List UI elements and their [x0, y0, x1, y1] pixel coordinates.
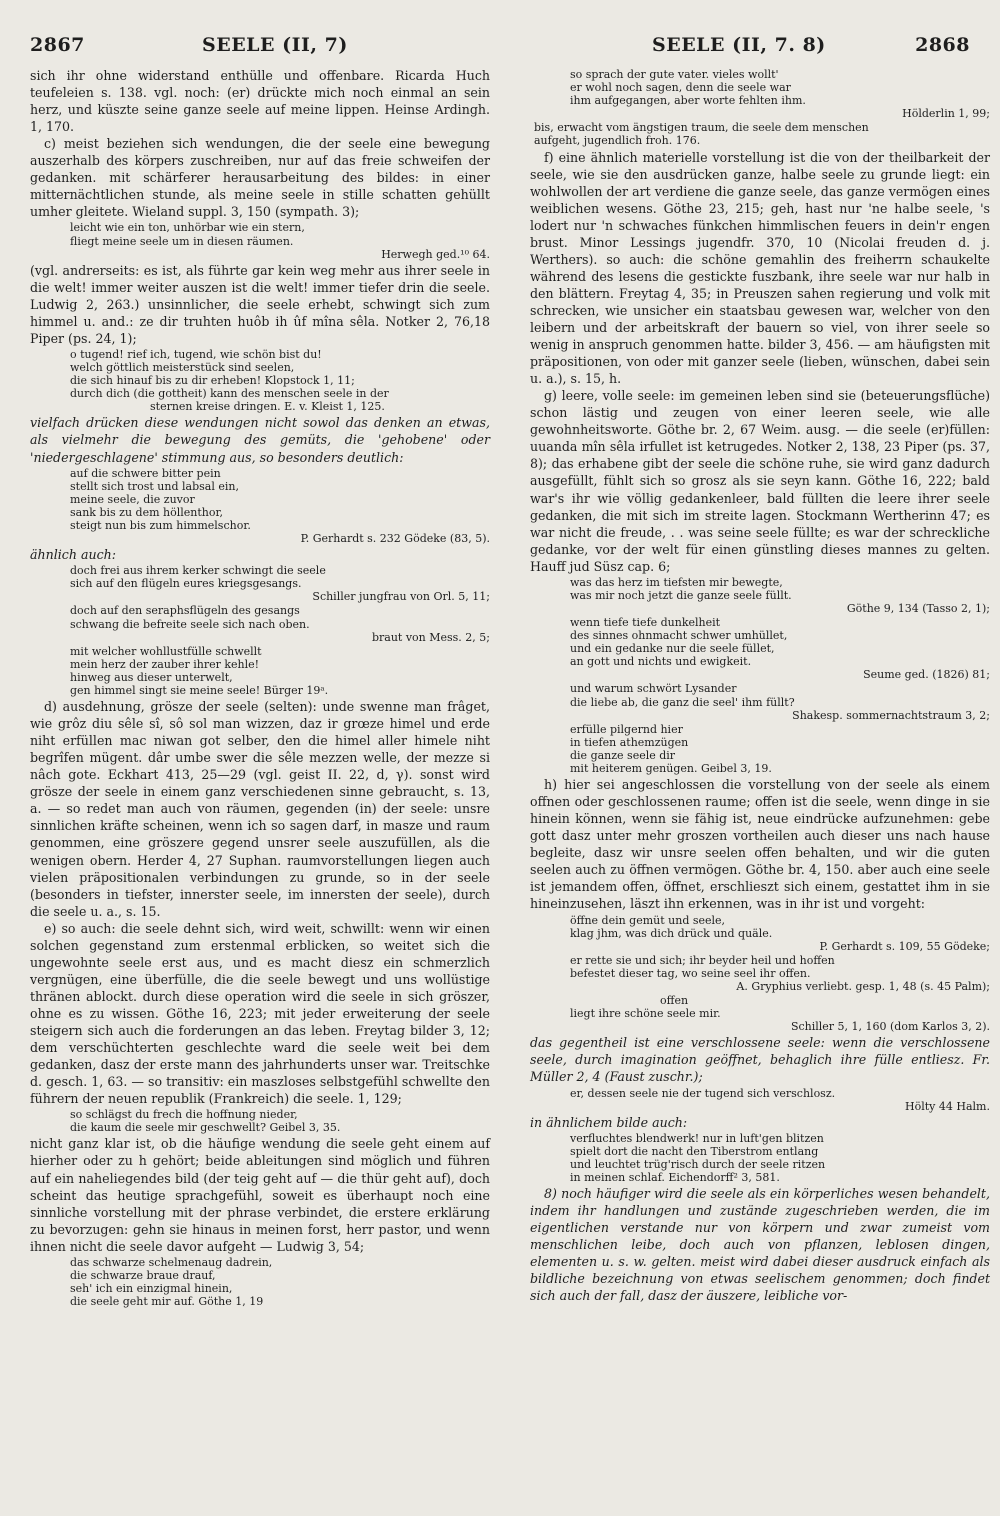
citation: Göthe 9, 134 (Tasso 2, 1);: [846, 601, 990, 615]
citation: Schiller 5, 1, 160 (dom Karlos 3, 2).: [790, 1020, 990, 1034]
paragraph: h) hier sei angeschlossen die vorstellung von der seele als einem offnen oder geschlossenen raume; offen ist die seele, wenn dinge in sie hinein können, wenn sie fähig ist, neue eindrücke aufzunehmen: gebe gott dasz unter mehr groszen vortheilen auch dieser uns nach hause begleite, dasz wir unsre seelen offen behalten, und wir die guten seelen auch zu öffnen vermögen. Göthe br. 4, 150. aber auch eine seele ist jemandem offen, öffnet, erschlieszt sich einem, gestattet ihm in sie hineinzusehen, läszt ihn erkennen, was in ihr ist und vorgeht:: [530, 777, 990, 912]
paragraph: vielfach drücken diese wendungen nicht sowol das denken an etwas, als vielmehr die bewegung des gemüts, die 'gehobene' oder 'niedergeschlagene' stimmung aus, so besonders deutlich:: [30, 415, 490, 465]
page-number-left: 2867: [30, 34, 85, 56]
paragraph: e) so auch: die seele dehnt sich, wird weit, schwillt: wenn wir einen solchen gegenstand zum erstenmal erblicken, so weitet sich die ungewohnte seele erst aus, und es macht diesz ein schmerzlich vergnügen, eine überfülle, die die seele bewegt und uns wollüstige thränen ablockt. durch diese operation wird die seele in sich gröszer, ohne es zu wissen. Göthe 16, 223; mit jeder erweiterung der seele steigern sich auch die forderungen an das leben. Freytag bilder 3, 12; dem verschüchterten geschlechte ward die seele weit bei dem gedanken, dasz der erste mann des jahrhunderts unser war. Treitschke d. gesch. 1, 63. — so transitiv: ein maszloses selbstgefühl schwellte den führern der neuen republik (Frankreich) die seele. 1, 129;: [30, 920, 490, 1107]
verse-quote: er rette sie und sich; ihr beyder heil und hoffen befestet dieser tag, wo seine seel ihr offen. A. Gryphius verliebt. gesp. 1, 48 (s. 45 Palm);: [570, 953, 990, 993]
citation: Hölty 44 Halm.: [905, 1099, 990, 1113]
citation: P. Gerhardt s. 109, 55 Gödeke;: [819, 939, 990, 953]
verse-quote: auf die schwere bitter pein stellt sich trost und labsal ein, meine seele, die zuvor sank bis zu dem höllenthor, steigt nun bis zum himmelschor. P. Gerhardt s. 232 Gödeke (83, 5).: [70, 466, 490, 546]
verse-quote: so schlägst du frech die hoffnung nieder, die kaum die seele mir geschwellt? Geibel 3, 35.: [70, 1108, 341, 1135]
verse-quote: erfülle pilgernd hier in tiefen athemzügen die ganze seele dir mit heiterem genügen. Geibel 3, 19.: [570, 722, 772, 776]
verse-quote: und warum schwört Lysander die liebe ab, die ganz die seel' ihm füllt? Shakesp. sommernachtstraum 3, 2;: [570, 682, 990, 722]
verse-quote: doch auf den seraphsflügeln des gesangs schwang die befreite seele sich nach oben. braut von Mess. 2, 5;: [70, 604, 490, 644]
citation: Shakesp. sommernachtstraum 3, 2;: [792, 708, 990, 722]
running-head-left: SEELE (II, 7): [202, 34, 348, 56]
verse-quote: doch frei aus ihrem kerker schwingt die seele sich auf den flügeln eures kriegsgesangs. Schiller jungfrau von Orl. 5, 11;: [70, 564, 490, 604]
verse-quote: wenn tiefe tiefe dunkelheit des sinnes ohnmacht schwer umhüllet, und ein gedanke nur die seele füllet, an gott und nichts und ewigkeit. Seume ged. (1826) 81;: [570, 616, 990, 682]
verse-quote: er, dessen seele nie der tugend sich verschlosz. Hölty 44 Halm.: [570, 1086, 990, 1113]
paragraph: sich ihr ohne widerstand enthülle und offenbare. Ricarda Huch teufeleien s. 138. vgl. noch: (er) drückte mich noch einmal an sein herz, und küszte seine ganze seele auf meine lippen. Heinse Ardingh. 1, 170.: [30, 68, 490, 135]
verse-quote: mit welcher wohllustfülle schwellt mein herz der zauber ihrer kehle! hinweg aus dieser unterwelt, gen himmel singt sie meine seele! Bürger 19ᵃ.: [70, 644, 329, 697]
citation: Schiller jungfrau von Orl. 5, 11;: [312, 590, 490, 604]
citation: Hölderlin 1, 99;: [902, 107, 990, 121]
verse-quote: bis, erwacht vom ängstigen traum, die seele dem menschen aufgeht, jugendlich froh. 176.: [534, 121, 869, 148]
left-column: [30, 67, 490, 1309]
paragraph: nicht ganz klar ist, ob die häufige wendung die seele geht einem auf hierher oder zu h gehört; beide ableitungen sind möglich und führen auf ein naheliegendes bild (der teig geht auf — die thür geht auf), doch scheint das heutige sprachgefühl, soweit es überhaupt noch eine sinnliche vorstellung mit der phrase verbindet, die erstere erklärung zu bevorzugen: gehn sie hinaus in meinen forst, herr pastor, und wenn ihnen nicht die seele davor aufgeht — Ludwig 3, 54;: [30, 1136, 490, 1254]
paragraph: g) leere, volle seele: im gemeinen leben sind sie (beteuerungsflüche) schon lästig und zeugen von einer leeren seele, wie alle gewohnheitsworte. Göthe br. 2, 67 Weim. ausg. — die seele (er)füllen: uuanda mîn sêla irfullet ist ketrugedes. Notker 2, 138, 23 Piper (ps. 37, 8); das erhabene gibt der seele die schöne ruhe, sie wird ganz dadurch ausgefüllt, fühlt sich so grosz als sie seyn kann. Göthe 16, 222; bald war's ihr wie völlig gedankenleer, bald füllten die leere ihrer seele gedanken, die mit sich im streite lagen. Stockmann Wertherinn 47; es war nicht die freude, . . was seine seele füllte; es war der schreckliche gedanke, vor der welt für einen günstling dieses mannes zu gelten. Hauff jud Süsz cap. 6;: [530, 388, 990, 574]
verse-quote: das schwarze schelmenaug dadrein, die schwarze braue drauf, seh' ich ein einzigmal hinein, die seele geht mir auf. Göthe 1, 19: [70, 1255, 273, 1309]
page-header: [30, 34, 970, 64]
running-head-right: SEELE (II, 7. 8): [652, 34, 826, 56]
verse-quote: verfluchtes blendwerk! nur in luft'gen blitzen spielt dort die nacht den Tiberstrom entlang und leuchtet trüg'risch durch der seele ritzen in meinen schlaf. Eichendorff² 3, 581.: [570, 1131, 826, 1185]
paragraph: f) eine ähnlich materielle vorstellung ist die von der theilbarkeit der seele, wie sie den ausdrücken ganze, halbe seele zu grunde liegt: ein wohlwollen der art verdiene die ganze seele, das ganze vermögen eines weiblichen wesens. Göthe 23, 215; geh, hast nur 'ne halbe seele, 's lodert nur 'n schwaches fünkchen himmlischen feuers in dein'r engen brust. Minor Lessings jugendfr. 370, 10 (Nicolai freuden d. j. Werthers). so auch: die schöne gemahlin des freiherrn schaukelte während des lesens die gestickte fuszbank, ihre seele war nur halb in den blättern. Freytag 4, 35; in Preuszen sahen regierung und volk mit schrecken, wie unsicher ein staatsbau gewesen war, welcher von den leibern und der arbeitskraft der bauern so viel, von ihrer seele so wenig in anspruch genommen hatte. bilder 3, 456. — am häufigsten mit präpositionen, von oder mit ganzer seele (lieben, wünschen, dabei sein u. a.), s. 15, h.: [530, 149, 990, 387]
verse-quote: leicht wie ein ton, unhörbar wie ein stern, fliegt meine seele um in diesen räumen. Herwegh ged.¹⁰ 64.: [70, 221, 490, 261]
verse-quote: so sprach der gute vater. vieles wollt' er wohl noch sagen, denn die seele war ihm aufgegangen, aber worte fehlten ihm. Hölderlin 1, 99;: [570, 68, 990, 121]
paragraph: in ähnlichem bilde auch:: [530, 1114, 688, 1130]
citation: braut von Mess. 2, 5;: [371, 630, 490, 644]
paragraph: c) meist beziehen sich wendungen, die der seele eine bewegung auszerhalb des körpers zuschreiben, nur auf das freie schweifen der gedanken. mit schärferer herausarbeitung des bildes: in einer mitternächtlichen stunde, als meine seele in stille schatten gehüllt umher gleitete. Wieland suppl. 3, 150 (sympath. 3);: [30, 136, 490, 220]
paragraph: das gegentheil ist eine verschlossene seele: wenn die verschlossene seele, durch imagination geöffnet, behaglich ihre fülle entliesz. Fr. Müller 2, 4 (Faust zuschr.);: [530, 1035, 990, 1085]
verse-quote: öffne dein gemüt und seele, klag jhm, was dich drück und quäle. P. Gerhardt s. 109, 55 Gödeke;: [570, 913, 990, 953]
verse-quote: o tugend! rief ich, tugend, wie schön bist du! welch göttlich meisterstück sind seelen, die sich hinauf bis zu dir erheben! Klopstock 1, 11; durch dich (die gottheit) kann des menschen seele in der sternen kreise dringen. E. v. Kleist 1, 125.: [70, 347, 389, 414]
paragraph: (vgl. andrerseits: es ist, als führte gar kein weg mehr aus ihrer seele in die welt! immer weiter auszen ist die welt! immer tiefer drin die seele. Ludwig 2, 263.) unsinnlicher, die seele erhebt, schwingt sich zum himmel u. and.: ze dir truhten huôb ih ûf mîna sêla. Notker 2, 76,18 Piper (ps. 24, 1);: [30, 262, 490, 346]
verse-quote: was das herz im tiefsten mir bewegte, was mir noch jetzt die ganze seele füllt. Göthe 9, 134 (Tasso 2, 1);: [570, 575, 990, 615]
citation: Seume ged. (1826) 81;: [863, 668, 990, 682]
citation: Herwegh ged.¹⁰ 64.: [381, 247, 490, 261]
right-column: [530, 67, 990, 1304]
paragraph: 8) noch häufiger wird die seele als ein körperliches wesen behandelt, indem ihr handlungen und zustände zugeschrieben werden, die im eigentlichen verstande nur von körpern und zwar zumeist vom menschlichen leibe, doch auch von pflanzen, leblosen dingen, elementen u. s. w. gelten. meist wird dabei dieser ausdruck einfach als bildliche bezeichnung von etwas seelischem genommen; doch findet sich auch der fall, dasz der äuszere, leibliche vor-: [530, 1186, 990, 1304]
paragraph: ähnlich auch:: [30, 547, 116, 563]
paragraph: d) ausdehnung, grösze der seele (selten): unde swenne man frâget, wie grôz diu sêle sî, sô sol man wizzen, daz ir grœze himel und erde niht erfüllen mac niwan got selber, den die himel aller himele niht begrîfen mügent. dâr umbe swer die sêle mezzen welle, der mezze si nâch gote. Eckhart 413, 25—29 (vgl. geist II. 22, d, γ). sonst wird grösze der seele in einem ganz verschiedenen sinne gebraucht, s. 13, a. — so redet man auch von räumen, gegenden (in) der seele: unsre sinnlichen kräfte scheinen, wenn ich so sagen darf, in masze und raum genommen, eine gröszere gegend unsrer seele auszufüllen, als die wenigen obern. Herder 4, 27 Suphan. raumvorstellungen liegen auch vielen präpositionalen verbindungen zu grunde, so in der seele (besonders in tiefster, innerster seele, im innersten der seele), durch die seele u. a., s. 15.: [30, 699, 490, 919]
verse-quote: offen liegt ihre schöne seele mir. Schiller 5, 1, 160 (dom Karlos 3, 2).: [570, 994, 990, 1034]
citation: A. Gryphius verliebt. gesp. 1, 48 (s. 45 Palm);: [736, 979, 990, 993]
citation: P. Gerhardt s. 232 Gödeke (83, 5).: [300, 532, 490, 546]
page-number-right: 2868: [915, 34, 970, 56]
